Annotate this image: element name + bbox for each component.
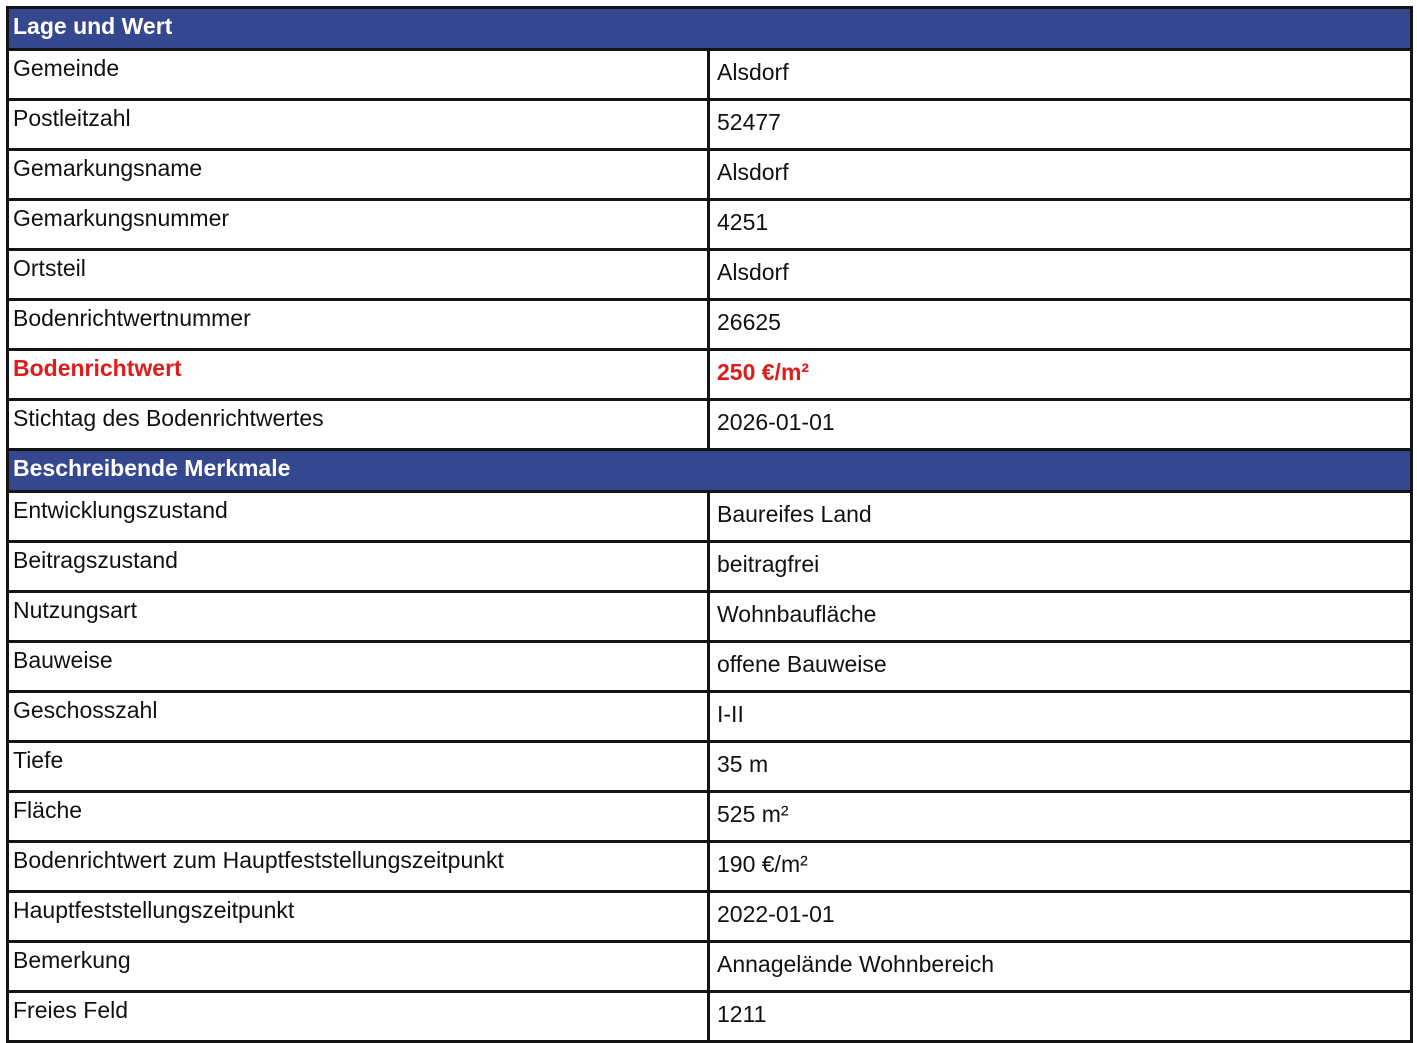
row-value: 1211: [709, 992, 1412, 1042]
row-label: Bodenrichtwert: [8, 350, 709, 400]
table-row: [8, 542, 1412, 592]
row-label: Entwicklungszustand: [8, 492, 709, 542]
table-row: [8, 400, 1412, 450]
table-row: [8, 992, 1412, 1042]
row-label: Bemerkung: [8, 942, 709, 992]
section-header-lage-und-wert: [8, 8, 1412, 50]
row-label: Gemarkungsnummer: [8, 200, 709, 250]
table-row: [8, 492, 1412, 542]
row-label: Fläche: [8, 792, 709, 842]
row-label: Bodenrichtwertnummer: [8, 300, 709, 350]
row-label: Postleitzahl: [8, 100, 709, 150]
row-label: Freies Feld: [8, 992, 709, 1042]
row-value: Alsdorf: [709, 250, 1412, 300]
table-row: [8, 200, 1412, 250]
row-label: Bauweise: [8, 642, 709, 692]
row-value: 250 €/m²: [709, 350, 1412, 400]
table-row: [8, 592, 1412, 642]
table-row: [8, 150, 1412, 200]
row-value: Wohnbaufläche: [709, 592, 1412, 642]
row-label: Tiefe: [8, 742, 709, 792]
table-body: [8, 8, 1412, 1042]
row-value: 26625: [709, 300, 1412, 350]
row-value: 525 m²: [709, 792, 1412, 842]
section-header-beschreibende-merkmale: [8, 450, 1412, 492]
row-value: 35 m: [709, 742, 1412, 792]
land-value-sheet: [6, 6, 1410, 1043]
row-value: Alsdorf: [709, 150, 1412, 200]
row-label: Beitragszustand: [8, 542, 709, 592]
row-value: 52477: [709, 100, 1412, 150]
row-value: 2022-01-01: [709, 892, 1412, 942]
row-value: 190 €/m²: [709, 842, 1412, 892]
table-row: [8, 892, 1412, 942]
table-row: [8, 300, 1412, 350]
table-row: [8, 692, 1412, 742]
row-label: Ortsteil: [8, 250, 709, 300]
row-value: 2026-01-01: [709, 400, 1412, 450]
row-label: Geschosszahl: [8, 692, 709, 742]
table-row: [8, 742, 1412, 792]
table-row: [8, 792, 1412, 842]
row-value: beitragfrei: [709, 542, 1412, 592]
row-label: Hauptfeststellungszeitpunkt: [8, 892, 709, 942]
row-label: Gemeinde: [8, 50, 709, 100]
row-value: Alsdorf: [709, 50, 1412, 100]
table-row: [8, 50, 1412, 100]
row-label: Bodenrichtwert zum Hauptfeststellungszeitpunkt: [8, 842, 709, 892]
section-title: Beschreibende Merkmale: [8, 450, 1412, 492]
row-value: Annagelände Wohnbereich: [709, 942, 1412, 992]
table-row: [8, 942, 1412, 992]
section-title: Lage und Wert: [8, 8, 1412, 50]
table-row: [8, 842, 1412, 892]
row-value: offene Bauweise: [709, 642, 1412, 692]
row-value: I-II: [709, 692, 1412, 742]
row-label: Stichtag des Bodenrichtwertes: [8, 400, 709, 450]
row-value: 4251: [709, 200, 1412, 250]
row-label: Nutzungsart: [8, 592, 709, 642]
row-value: Baureifes Land: [709, 492, 1412, 542]
row-label: Gemarkungsname: [8, 150, 709, 200]
table-row: [8, 642, 1412, 692]
table-row: [8, 100, 1412, 150]
table-row-highlight: [8, 350, 1412, 400]
land-value-table: [6, 6, 1413, 1043]
table-row: [8, 250, 1412, 300]
